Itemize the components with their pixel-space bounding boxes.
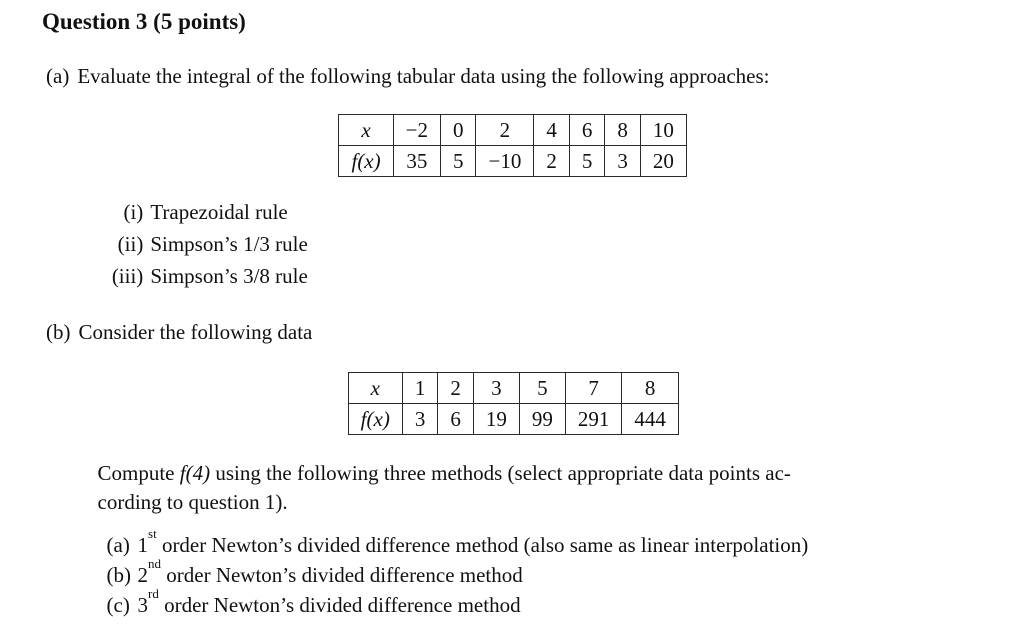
- fx-value-cell: 99: [519, 404, 565, 435]
- list-item-simpson-38: [77, 263, 948, 295]
- list-item-label: (iii): [111, 264, 144, 288]
- x-value-cell: 2: [476, 115, 534, 146]
- part-a-prompt: Evaluate the integral of the following tabular data using the following approaches:: [77, 64, 770, 88]
- fx-value-cell: −10: [476, 146, 534, 177]
- x-header-cell: x: [348, 373, 402, 404]
- x-value-cell: 8: [622, 373, 679, 404]
- part-a: [42, 63, 948, 295]
- list-item-text: Trapezoidal rule: [150, 200, 288, 224]
- fx-value-cell: 35: [393, 146, 440, 177]
- fx-value-cell: 3: [605, 146, 641, 177]
- method-description: order Newton’s divided difference method (also same as linear interpolation): [156, 533, 809, 557]
- x-value-cell: 4: [534, 115, 570, 146]
- list-item-newton-1st: [106, 525, 949, 562]
- list-item-text: Simpson’s 3/8 rule: [150, 264, 308, 288]
- fx-value-cell: 291: [565, 404, 622, 435]
- part-b-prompt: Consider the following data: [78, 320, 313, 344]
- list-item-newton-2nd: [106, 555, 949, 592]
- fx-value-cell: 3: [402, 404, 438, 435]
- list-item-label: (ii): [117, 232, 144, 256]
- x-value-cell: 3: [473, 373, 519, 404]
- list-item-simpson-13: [77, 231, 948, 263]
- table-row-x: [348, 373, 678, 404]
- ordinal-suffix: nd: [148, 555, 162, 571]
- part-a-label: (a): [46, 64, 70, 88]
- fx-value-cell: 2: [534, 146, 570, 177]
- integration-methods-list: [77, 199, 948, 295]
- table-row-fx: [339, 146, 686, 177]
- part-a-content: [77, 63, 948, 295]
- ordinal-number: 3: [137, 593, 148, 617]
- part-b-content: [79, 319, 949, 622]
- list-item-text: [137, 555, 523, 588]
- list-item-text: [137, 585, 521, 618]
- part-b-label: (b): [46, 320, 71, 344]
- interpolation-data-table: [348, 372, 679, 435]
- list-item-label: (b): [106, 563, 131, 587]
- compute-text-pre: Compute: [97, 461, 180, 485]
- part-b: [42, 319, 948, 622]
- ordinal-number: 2: [137, 563, 148, 587]
- question-title: Question 3 (5 points): [42, 9, 246, 34]
- list-item-trapezoidal: [77, 199, 948, 231]
- compute-line-1: [98, 459, 949, 488]
- integral-data-table: [338, 114, 686, 177]
- fx-value-cell: 444: [622, 404, 679, 435]
- fx-value-cell: 5: [569, 146, 605, 177]
- x-value-cell: 5: [519, 373, 565, 404]
- fx-value-cell: 6: [438, 404, 474, 435]
- x-value-cell: 7: [565, 373, 622, 404]
- list-item-label: (a): [106, 533, 130, 557]
- x-value-cell: 1: [402, 373, 438, 404]
- table-row-fx: [348, 404, 678, 435]
- list-item-text: [137, 525, 809, 558]
- fx-header-cell: f(x): [348, 404, 402, 435]
- list-item-label: (i): [123, 200, 144, 224]
- fx-header-cell: f(x): [339, 146, 393, 177]
- compute-text-post: using the following three methods (select appropriate data points ac-: [210, 461, 791, 485]
- x-header-cell: x: [339, 115, 393, 146]
- compute-instruction: [98, 459, 949, 517]
- ordinal-number: 1: [137, 533, 148, 557]
- ordinal-suffix: rd: [148, 585, 159, 601]
- list-item-newton-3rd: [106, 585, 949, 622]
- fx-value-cell: 20: [640, 146, 686, 177]
- method-description: order Newton’s divided difference method: [161, 563, 523, 587]
- fx-value-cell: 5: [440, 146, 476, 177]
- list-item-label: (c): [106, 593, 130, 617]
- list-item-text: Simpson’s 1/3 rule: [150, 232, 308, 256]
- table-row-x: [339, 115, 686, 146]
- x-value-cell: 10: [640, 115, 686, 146]
- method-description: order Newton’s divided difference method: [158, 593, 521, 617]
- x-value-cell: 2: [438, 373, 474, 404]
- f4-math-expression: f(4): [179, 461, 211, 485]
- newton-methods-list: [106, 525, 949, 622]
- fx-value-cell: 19: [473, 404, 519, 435]
- x-value-cell: 6: [569, 115, 605, 146]
- x-value-cell: −2: [393, 115, 440, 146]
- x-value-cell: 8: [605, 115, 641, 146]
- ordinal-suffix: st: [148, 525, 157, 541]
- compute-line-2: cording to question 1).: [97, 490, 288, 514]
- x-value-cell: 0: [440, 115, 476, 146]
